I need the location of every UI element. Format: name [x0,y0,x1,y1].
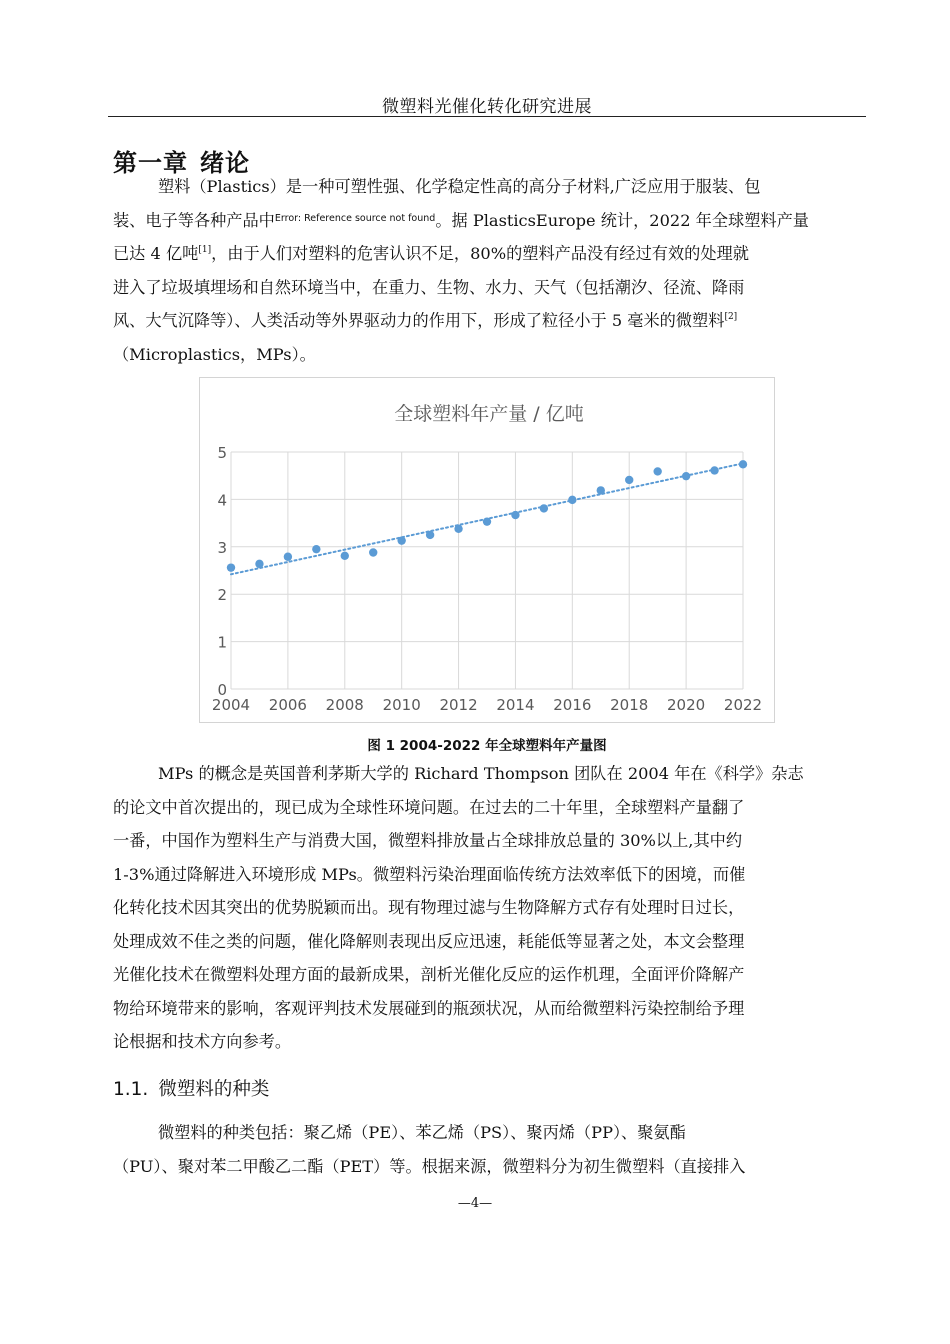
data-point [454,525,462,533]
section-name: 微塑料的种类 [158,1079,270,1100]
paragraph-line: （PU）、聚对苯二甲酸乙二酯（PET）等。根据来源，微塑料分为初生微塑料（直接排入 [113,1156,746,1176]
paragraph-line: MPs 的概念是英国普利茅斯大学的 Richard Thompson 团队在 2004 年在《科学》杂志 [158,764,804,783]
x-tick-label: 2014 [496,696,535,714]
chart-svg [200,378,774,722]
paragraph-line: 微塑料的种类包括：聚乙烯（PE）、苯乙烯（PS）、聚丙烯（PP）、聚氨酯 [158,1123,686,1142]
paragraph-line [113,304,861,338]
paragraph-types [113,1116,861,1183]
paragraph-line: 1-3%通过降解进入环境形成 MPs。微塑料污染治理面临传统方法效率低下的困境，而催 [113,864,746,884]
section-number: 1.1. [113,1079,149,1100]
paragraph-text: 风、大气沉降等）、人类活动等外界驱动力的作用下，形成了粒径小于 5 毫米的微塑料 [113,311,725,330]
data-point [739,460,747,468]
x-tick-label: 2016 [553,696,592,714]
x-tick-label: 2018 [610,696,649,714]
x-tick-label: 2004 [211,696,251,714]
paragraph-line: 一番，中国作为塑料生产与消费大国，微塑料排放量占全球排放总量的 30%以上,其中约 [113,831,743,850]
paragraph-text: 已达 4 亿吨 [113,244,199,263]
x-tick-label: 2012 [439,696,478,714]
y-tick-label: 0 [217,681,227,699]
paragraph-line [113,237,861,271]
data-point [540,504,548,512]
paragraph-line [113,204,861,238]
paragraph-text: ，由于人们对塑料的危害认识不足，80%的塑料产品没有经过有效的处理就 [211,244,749,263]
data-point [341,552,349,560]
y-tick-label: 1 [217,633,227,652]
citation: [1] [198,245,212,255]
data-point [568,496,576,504]
data-point [625,476,633,484]
y-tick-label: 2 [217,586,227,605]
paragraph-line: 的论文中首次提出的，现已成为全球性环境问题。在过去的二十年里，全球塑料产量翻了 [113,797,745,817]
data-point [483,517,491,525]
y-tick-label: 5 [217,444,227,462]
data-point [369,548,377,556]
data-point [710,466,718,474]
running-header: 微塑料光催化转化研究进展 [382,97,592,117]
paragraph-line: 进入了垃圾填埋场和自然环境当中，在重力、生物、水力、天气（包括潮汐、径流、降雨 [113,277,745,297]
x-tick-label: 2008 [325,696,364,714]
paragraph-line: （Microplastics，MPs）。 [113,344,316,364]
data-point [284,553,292,561]
paragraph-line: 处理成效不佳之类的问题，催化降解则表现出反应迅速，耗能低等显著之处，本文会整理 [113,931,745,951]
chart-title: 全球塑料年产量 / 亿吨 [394,403,584,425]
x-tick-label: 2006 [268,696,307,714]
y-tick-label: 3 [217,538,227,557]
data-point [511,511,519,519]
figure-caption: 图 1 2004-2022 年全球塑料年产量图 [367,738,607,754]
paragraph-line: 论根据和技术方向参考。 [113,1032,292,1051]
page-number: —4— [457,1196,493,1211]
data-point [312,545,320,553]
data-point [397,536,405,544]
data-point [227,563,235,571]
paragraph-line: 光催化技术在微塑料处理方面的最新成果，剖析光催化反应的运作机理，全面评价降解产 [113,965,745,984]
data-point [597,486,605,494]
chapter-number: 第一章 [113,149,188,177]
paragraph-line: 塑料（Plastics）是一种可塑性强、化学稳定性高的高分子材料,广泛应用于服装、包 [158,177,761,196]
production-chart [199,377,775,723]
paragraph-line: 化转化技术因其突出的优势脱颖而出。现有物理过滤与生物降解方式存有处理时日过长， [113,898,745,917]
header-rule [108,116,866,117]
citation: [2] [724,312,738,322]
x-tick-label: 2022 [723,696,763,714]
chapter-name: 绪论 [200,149,250,177]
paragraph-line: 物给环境带来的影响，客观评判技术发展碰到的瓶颈状况，从而给微塑料污染控制给予理 [113,998,745,1018]
data-point [653,467,661,475]
paragraph-text: 装、电子等各种产品中 [113,210,275,230]
data-point [426,531,434,539]
data-point [682,472,690,480]
section-title [113,1075,279,1101]
y-tick-label: 4 [217,491,227,510]
paragraph-intro [113,170,861,371]
x-tick-label: 2020 [667,696,706,714]
x-tick-label: 2010 [382,696,421,714]
data-point [255,560,263,568]
paragraph-mps [113,757,861,1059]
paragraph-text: 。据 PlasticsEurope 统计，2022 年全球塑料产量 [435,210,809,230]
reference-error: Error: Reference source not found [274,212,436,224]
